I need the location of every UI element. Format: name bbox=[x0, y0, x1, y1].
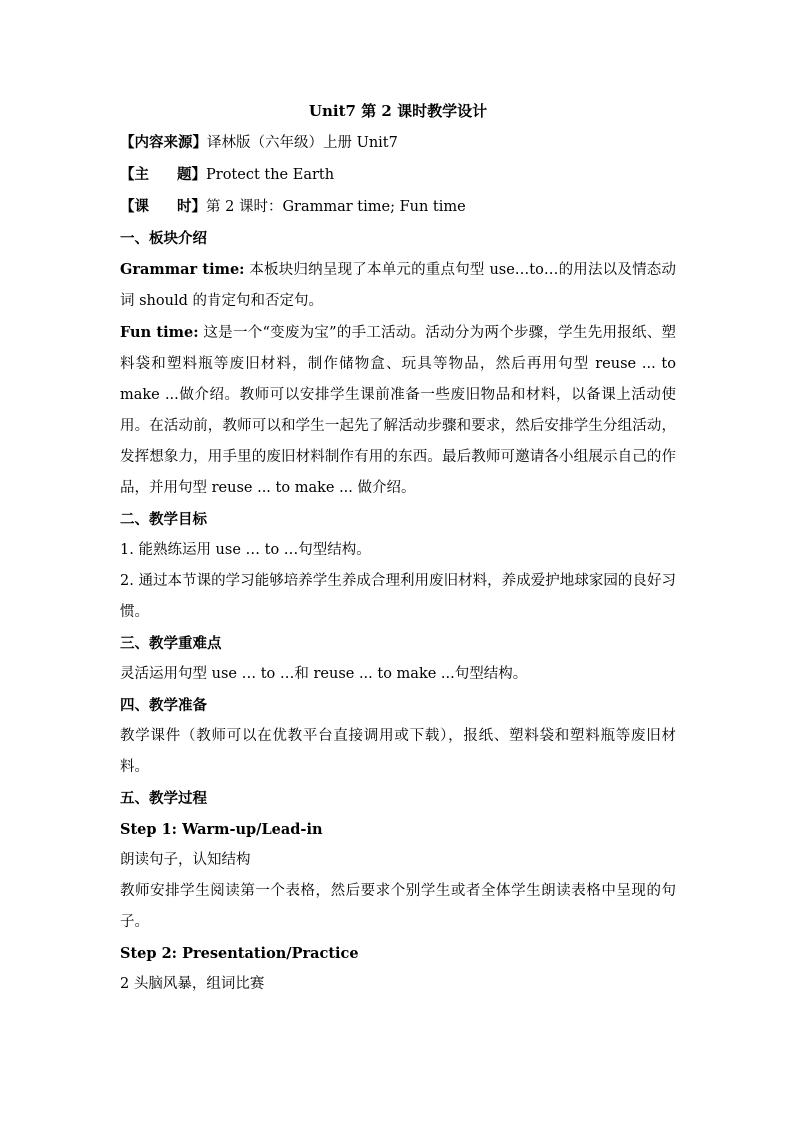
objective-item-2: 2. 通过本节课的学习能够培养学生养成合理利用废旧材料，养成爱护地球家园的良好习惯。 bbox=[120, 573, 676, 620]
source-label: 【内容来源】 bbox=[120, 134, 207, 151]
meta-topic bbox=[120, 159, 676, 191]
fun-time-label: Fun time: bbox=[120, 324, 199, 341]
step1-text: 教师安排学生阅读第一个表格，然后要求个别学生或者全体学生朗读表格中呈现的句子。 bbox=[120, 883, 676, 930]
topic-value: Protect the Earth bbox=[206, 167, 335, 183]
section-heading-preparation: 四、教学准备 bbox=[120, 697, 207, 714]
period-label-open: 【课 bbox=[120, 198, 149, 215]
period-label-close: 时】 bbox=[177, 198, 206, 215]
topic-label-open: 【主 bbox=[120, 166, 149, 183]
paragraph-grammar-time bbox=[120, 254, 676, 317]
grammar-time-label: Grammar time: bbox=[120, 261, 245, 278]
step2-item: 2 头脑风暴，组词比赛 bbox=[120, 976, 265, 992]
grammar-time-text: 本板块归纳呈现了本单元的重点句型 use…to…的用法以及情态动词 should 的肯定句和否定句。 bbox=[120, 262, 677, 309]
step2-title: Step 2: Presentation/Practice bbox=[120, 945, 359, 962]
preparation-text: 教学课件（教师可以在优教平台直接调用或下载），报纸、塑料袋和塑料瓶等废旧材料。 bbox=[120, 728, 676, 775]
section-heading-process: 五、教学过程 bbox=[120, 790, 207, 807]
document-page bbox=[120, 96, 676, 1000]
key-points-text: 灵活运用句型 use … to …和 reuse ... to make ...句型结构。 bbox=[120, 666, 528, 682]
document-title: Unit7 第 2 课时教学设计 bbox=[308, 102, 488, 120]
fun-time-text: 这是一个“变废为宝”的手工活动。活动分为两个步骤，学生先用报纸、塑料袋和塑料瓶等废旧材料，制作储物盒、玩具等物品，然后再用句型 reuse ... to make ...做介绍。教师可以安排学生课前准备一些废旧物品和材料，以备课上活动使用。在活动前，教师可以和学生一起先了解活动步骤和要求，然后安排学生分组活动，发挥想象力，用手里的废旧材料制作有用的东西。最后教师可邀请各小组展示自己的作品，并用句型 reuse ... to make ... 做介绍。 bbox=[120, 325, 676, 496]
meta-period bbox=[120, 191, 676, 223]
period-value: 第 2 课时：Grammar time; Fun time bbox=[206, 199, 466, 215]
step1-title: Step 1: Warm-up/Lead-in bbox=[120, 821, 323, 838]
meta-source bbox=[120, 127, 676, 159]
source-value: 译林版（六年级）上册 Unit7 bbox=[207, 135, 398, 151]
objective-item-1: 1. 能熟练运用 use … to …句型结构。 bbox=[120, 542, 371, 558]
section-heading-objectives: 二、教学目标 bbox=[120, 511, 207, 528]
topic-label-close: 题】 bbox=[177, 166, 206, 183]
section-heading-key-points: 三、教学重难点 bbox=[120, 635, 222, 652]
paragraph-fun-time bbox=[120, 317, 676, 504]
section-heading-intro: 一、板块介绍 bbox=[120, 230, 207, 247]
step1-subtitle: 朗读句子，认知结构 bbox=[120, 852, 251, 868]
